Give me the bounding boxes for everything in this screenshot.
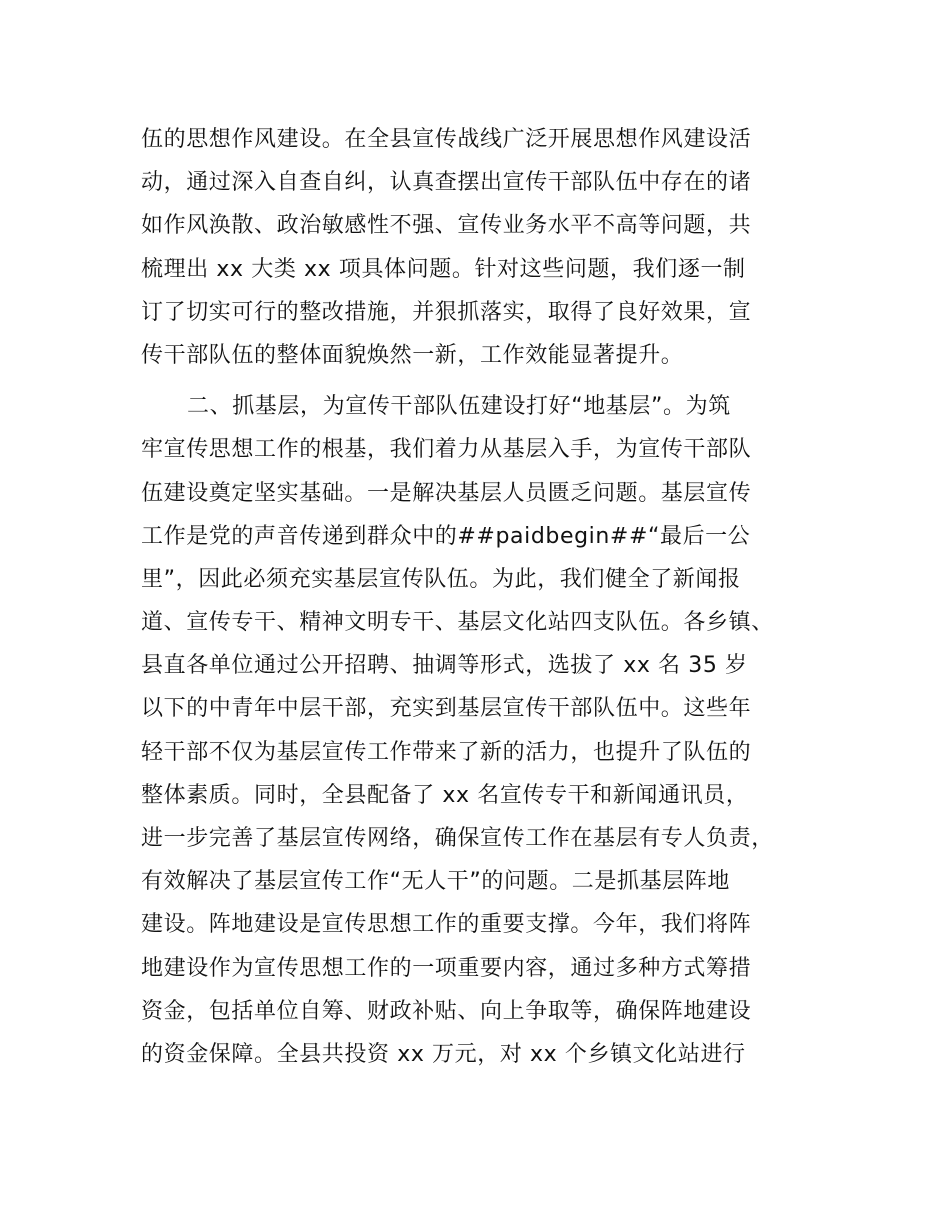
text-line: 伍的思想作风建设。在全县宣传战线广泛开展思想作风建设活 <box>141 127 752 152</box>
text-line: 进一步完善了基层宣传网络，确保宣传工作在基层有专人负责， <box>141 826 774 851</box>
text-line: 二、抓基层，为宣传干部队伍建设打好“地基层”。为筑 <box>187 394 731 420</box>
text-line: 地建设作为宣传思想工作的一项重要内容，通过多种方式筹措 <box>141 955 752 981</box>
text-line: 工作是党的声音传递到群众中的##paidbegin##“最后一公 <box>141 523 751 549</box>
paragraph-gap <box>141 377 841 385</box>
document-body <box>141 118 841 1076</box>
text-line: 轻干部不仅为基层宣传工作带来了新的活力，也提升了队伍的 <box>141 739 752 765</box>
paragraph-2 <box>141 385 841 1076</box>
text-line: 里”，因此必须充实基层宣传队伍。为此，我们健全了新闻报 <box>141 566 741 592</box>
text-line: 传干部队伍的整体面貌焕然一新，工作效能显著提升。 <box>141 342 684 368</box>
text-line: 梳理出 xx 大类 xx 项具体问题。针对这些问题，我们逐一制 <box>141 256 746 282</box>
text-line: 有效解决了基层宣传工作“无人干”的问题。二是抓基层阵地 <box>141 869 730 895</box>
text-line: 动，通过深入自查自纠，认真查摆出宣传干部队伍中存在的诸 <box>141 170 752 196</box>
text-line: 牢宣传思想工作的根基，我们着力从基层入手，为宣传干部队 <box>141 437 752 463</box>
text-line: 道、宣传专干、精神文明专干、基层文化站四支队伍。各乡镇、 <box>141 610 774 636</box>
text-line: 伍建设奠定坚实基础。一是解决基层人员匮乏问题。基层宣传 <box>141 480 752 506</box>
text-line: 的资金保障。全县共投资 xx 万元，对 xx 个乡镇文化站进行 <box>141 1041 746 1067</box>
paragraph-1 <box>141 118 841 377</box>
text-line: 资金，包括单位自筹、财政补贴、向上争取等，确保阵地建设 <box>141 998 752 1024</box>
text-line: 订了切实可行的整改措施，并狠抓落实，取得了良好效果，宣 <box>141 299 752 325</box>
text-line: 如作风涣散、政治敏感性不强、宣传业务水平不高等问题，共 <box>141 213 752 239</box>
text-line: 县直各单位通过公开招聘、抽调等形式，选拔了 xx 名 35 岁 <box>141 653 748 679</box>
text-line: 整体素质。同时，全县配备了 xx 名宣传专干和新闻通讯员， <box>141 782 749 808</box>
text-line: 建设。阵地建设是宣传思想工作的重要支撑。今年，我们将阵 <box>141 912 752 938</box>
text-line: 以下的中青年中层干部，充实到基层宣传干部队伍中。这些年 <box>141 696 752 722</box>
